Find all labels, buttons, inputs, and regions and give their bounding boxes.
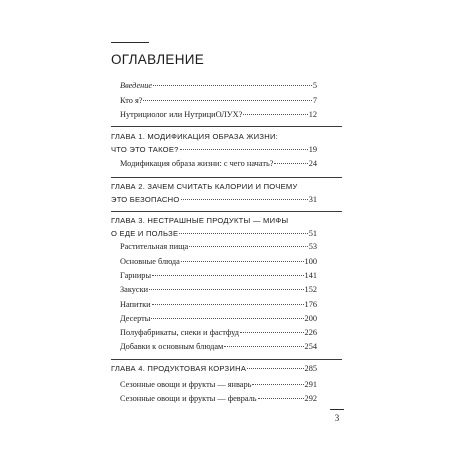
dot-leader <box>153 85 312 86</box>
toc-entry-title: Закуски <box>120 285 149 294</box>
toc-entry-february[interactable] <box>120 393 317 405</box>
chapter-title-line: О ЕДЕ И ПОЛЬЗЕ <box>111 229 179 238</box>
dot-leader <box>240 332 304 333</box>
toc-entry-page: 7 <box>312 96 317 105</box>
toc-entry-title: Полуфабрикаты, снеки и фастфуд <box>120 328 239 337</box>
toc-entry-snacks[interactable] <box>120 284 317 296</box>
dot-leader <box>149 289 303 290</box>
toc-entry-title: Нутрициолог или НутрициОЛУХ? <box>120 110 243 119</box>
toc-entry-page: 292 <box>304 394 317 403</box>
toc-entry-page: 24 <box>308 159 317 168</box>
dot-leader <box>274 163 307 164</box>
dot-leader <box>224 346 303 347</box>
title-rule <box>111 42 149 43</box>
toc-entry-page: 141 <box>304 271 317 280</box>
section-divider <box>111 177 342 178</box>
toc-entry-title: Введение <box>120 81 153 90</box>
toc-entry-page: 5 <box>312 81 317 90</box>
dot-leader <box>189 246 307 247</box>
toc-entry-side-dishes[interactable] <box>120 270 317 282</box>
toc-entry-page: 176 <box>304 300 317 309</box>
dot-leader <box>151 318 303 319</box>
toc-entry-semi-finished[interactable] <box>120 327 317 339</box>
toc-entry-intro[interactable] <box>120 80 317 92</box>
toc-entry-additives[interactable] <box>120 341 317 353</box>
dot-leader <box>258 398 304 399</box>
chapter-page: 51 <box>308 229 317 238</box>
dot-leader <box>152 275 304 276</box>
toc-entry-title: Кто я? <box>120 96 143 105</box>
toc-entry-page: 200 <box>304 314 317 323</box>
chapter-title-line: ГЛАВА 1. МОДИФИКАЦИЯ ОБРАЗА ЖИЗНИ: <box>111 132 279 141</box>
dot-leader <box>179 233 307 234</box>
toc-entry-title: Гарниры <box>120 271 152 280</box>
section-divider <box>111 211 342 212</box>
chapter-2-heading[interactable] <box>111 180 317 206</box>
chapter-title-line: ГЛАВА 2. ЗАЧЕМ СЧИТАТЬ КАЛОРИИ И ПОЧЕМУ <box>111 182 298 191</box>
toc-entry-page: 291 <box>304 380 317 389</box>
chapter-title-line: ГЛАВА 3. НЕСТРАШНЫЕ ПРОДУКТЫ — МИФЫ <box>111 216 289 225</box>
toc-entry-january[interactable] <box>120 379 317 391</box>
toc-entry-title: Основные блюда <box>120 257 180 266</box>
toc-entry-title: Десерты <box>120 314 151 323</box>
chapter-page: 31 <box>308 195 317 204</box>
toc-entry-desserts[interactable] <box>120 313 317 325</box>
toc-entry-title: Сезонные овощи и фрукты — февраль <box>120 394 257 403</box>
chapter-3-heading[interactable] <box>111 214 317 240</box>
chapter-title-line: ГЛАВА 4. ПРОДУКТОВАЯ КОРЗИНА <box>111 364 247 373</box>
dot-leader <box>180 149 308 150</box>
dot-leader <box>247 368 303 369</box>
toc-entry-lifestyle-start[interactable] <box>120 158 317 170</box>
toc-entry-page: 53 <box>308 242 317 251</box>
toc-entry-title: Модификация образа жизни: с чего начать? <box>120 159 274 168</box>
chapter-page: 19 <box>308 145 317 154</box>
chapter-page: 285 <box>304 364 317 373</box>
page-number-rule <box>330 409 344 410</box>
toc-entry-page: 254 <box>304 342 317 351</box>
toc-entry-page: 100 <box>304 257 317 266</box>
section-divider <box>111 126 342 127</box>
toc-entry-page: 226 <box>304 328 317 337</box>
toc-entry-main-dishes[interactable] <box>120 256 317 268</box>
page-title: ОГЛАВЛЕНИЕ <box>111 52 205 67</box>
toc-entry-page: 12 <box>308 110 317 119</box>
chapter-title-line: ЭТО БЕЗОПАСНО <box>111 195 180 204</box>
chapter-4-heading[interactable] <box>111 362 317 375</box>
toc-entry-title: Напитки <box>120 300 151 309</box>
dot-leader <box>181 199 308 200</box>
dot-leader <box>243 114 307 115</box>
chapter-1-heading[interactable] <box>111 130 317 156</box>
page-number: 3 <box>334 413 340 423</box>
toc-entry-title: Добавки к основным блюдам <box>120 342 224 351</box>
chapter-title-line: ЧТО ЭТО ТАКОЕ? <box>111 145 179 154</box>
toc-entry-title: Сезонные овощи и фрукты — январь <box>120 380 252 389</box>
dot-leader <box>181 261 304 262</box>
toc-entry-who-am-i[interactable] <box>120 95 317 107</box>
dot-leader <box>152 304 304 305</box>
toc-entry-drinks[interactable] <box>120 299 317 311</box>
toc-entry-plant-food[interactable] <box>120 241 317 253</box>
dot-leader <box>252 384 303 385</box>
section-divider <box>111 359 342 360</box>
dot-leader <box>143 100 311 101</box>
toc-entry-title: Растительная пища <box>120 242 189 251</box>
toc-entry-page: 152 <box>304 285 317 294</box>
toc-entry-nutritionist[interactable] <box>120 109 317 121</box>
